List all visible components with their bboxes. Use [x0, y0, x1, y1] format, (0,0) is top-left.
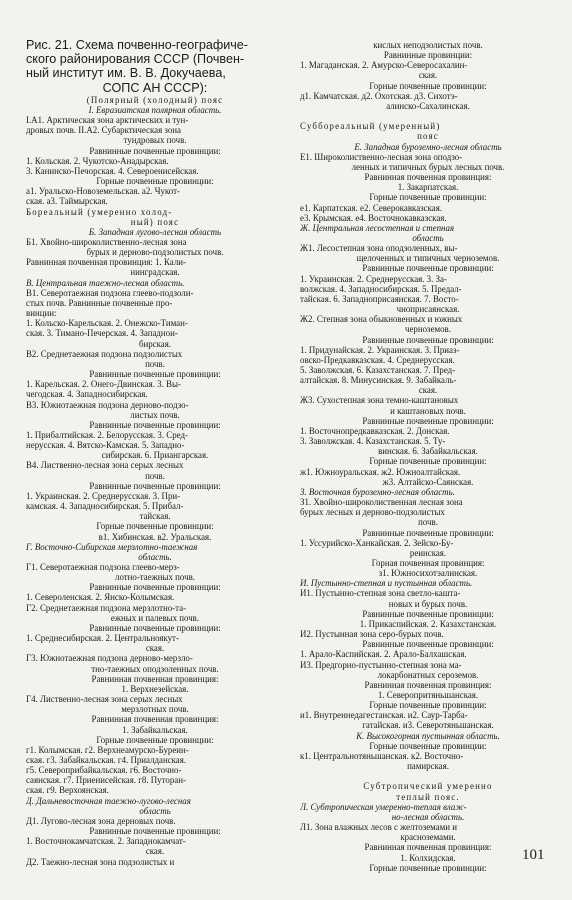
right-column-line: Равнинная почвенная провинция: — [364, 679, 492, 690]
right-column-line: но-лесная область. — [391, 811, 465, 822]
left-column-line: 1. Кольская. 2. Чукотско-Анадырская. — [26, 155, 169, 166]
left-column-line: СОПС АН СССР): — [102, 80, 208, 95]
right-column-line: алинско-Сахалинская. — [386, 100, 470, 111]
left-column-line: Равнинные почвенные провинции: — [89, 145, 221, 156]
left-column-line: Равнинные почвенные провинции: — [89, 369, 221, 380]
left-column-line: бурых и дерново-подзолистых почв. — [86, 247, 224, 258]
left-column-line: дровых почв. II.A2. Субарктическая зона — [26, 125, 181, 136]
left-column-line: 1. Кольско-Карельская. 2. Онежско-Тиман- — [26, 318, 188, 329]
left-column-line: Г. Восточно-Сибирская мерзлотно-таежная — [26, 541, 198, 552]
right-column-line: винская. 6. Забайкальская. — [378, 446, 478, 457]
left-column-line: Бореальный (умеренно холод- — [26, 206, 173, 217]
left-column-line: Равнинная почвенная провинция: — [91, 673, 219, 684]
right-column-line: Горные почвенные провинции: — [369, 456, 487, 467]
right-column-line: 1. Северопритяньшанская. — [377, 690, 479, 700]
right-column-line: Ж2. Степная зона обыкновенных и южных — [300, 314, 463, 325]
right-column-line: 1. Украинская. 2. Среднерусская. 3. За- — [300, 273, 447, 284]
left-column-line: ская. a3. Таймырская. — [26, 196, 108, 207]
left-column-line: Г3. Южнотаежная подзона дерново-мерзло- — [26, 653, 193, 664]
right-column-line: К. Высокогорная пустынная область. — [356, 730, 500, 741]
right-column-line: Л1. Зона влажных лесов с желтоземами и — [300, 822, 458, 833]
left-column-line: тайская. — [139, 511, 171, 522]
left-column-line: ный институт им. В. В. Докучаева, — [26, 66, 226, 81]
left-column-line: листых почв. — [130, 409, 180, 420]
right-column-line: ж3. Алтайско-Саянская. — [382, 476, 474, 487]
right-column-line: Горная почвенная провинция: — [371, 557, 485, 568]
left-column-line: В4. Лиственно-лесная зона серых лесных — [26, 460, 184, 471]
right-column-line: овско-Предкавказская. 4. Среднерусская. — [300, 354, 455, 365]
left-column-line: Горные почвенные провинции: — [96, 521, 214, 532]
left-column-line: В2. Среднетаежная подзона подзолистых — [26, 348, 183, 359]
right-column-line: Равнинные провинции: — [383, 50, 473, 61]
right-column-line: е1. Карпатская. е2. Северокавказская. — [300, 202, 443, 213]
right-column-line: пояс — [417, 131, 439, 142]
left-column-line: нинградская. — [130, 267, 180, 278]
right-column-line: ская. — [418, 385, 438, 396]
left-column-line: чегодская. 4. Западносибирская. — [26, 389, 148, 400]
right-column-line: 1. Колхидская. — [400, 852, 456, 863]
right-column-line: И. Пустынно-степная и пустынная область. — [300, 578, 473, 589]
left-column-line: ского районирования СССР (Почвен- — [26, 52, 245, 67]
right-column-line: Равнинные почвенные провинции: — [362, 334, 494, 345]
right-column-line — [300, 771, 556, 781]
left-column-line: Равнинные почвенные провинции: — [89, 622, 221, 633]
right-column-line: 5. Заволжская. 6. Казахстанская. 7. Пред- — [300, 365, 456, 375]
left-column-line: ская. — [145, 846, 165, 857]
right-column-line: 3. Заволжская. 4. Казахстанская. 5. Ту- — [300, 436, 446, 447]
left-column-line: 1. Восточнокамчатская. 2. Западнокамчат- — [26, 836, 186, 847]
right-column-line: ская. — [418, 70, 438, 81]
left-column-line: 1. Североленская. 2. Янско-Колымская. — [26, 592, 175, 603]
right-column-line: кислых неподзолистых почв. — [373, 40, 483, 50]
right-column-line: 1. Придунайская. 2. Украинская. 3. Приаз- — [300, 344, 460, 355]
left-column-line: Г1. Северотаежная подзона глеево-мерз- — [26, 562, 180, 572]
right-column-line: з1. Южносихотэалинская. — [378, 568, 478, 579]
right-column-line: бурых лесных и дерново-подзолистых — [300, 507, 445, 518]
left-column-line: Равнинные почвенные провинции: — [89, 419, 221, 430]
left-column-line: В1. Северотаежная подзона глеево-подзоли- — [26, 287, 194, 298]
left-column-line: ская. г9. Верхоянская. — [26, 785, 109, 796]
left-column-line: ежных и палевых почв. — [110, 612, 200, 623]
left-column-line: тундровых почв. — [123, 135, 187, 146]
right-column-line: Равнинные почвенные провинции: — [362, 415, 494, 426]
right-column-line: и1. Внутреннедагестанская. и2. Саур-Тарба- — [300, 710, 468, 721]
left-column-line: 1. Прибалтийская. 2. Белорусская. 3. Сред- — [26, 429, 188, 440]
left-column-line: I. Евразиатская полярная область. — [88, 104, 222, 115]
right-column-line: черноземов. — [405, 324, 451, 335]
right-column-line: волжская. 4. Западносибирская. 5. Предал- — [300, 283, 462, 294]
right-column-line: тайская. 6. Западноприсаянская. 7. Восто- — [300, 293, 459, 304]
left-column-line: В. Центральная таежно-лесная область. — [26, 277, 185, 288]
right-column-line: Л. Субтропическая умеренно-теплая влаж- — [300, 801, 467, 812]
right-column-line: область — [412, 232, 444, 243]
left-column-line: Горные почвенные провинции: — [96, 734, 214, 745]
left-column-line: Б1. Хвойно-широколиственно-лесная зона — [26, 237, 187, 247]
left-column-line: нерусская. 4. Вятско-Камская. 5. Западно- — [26, 440, 185, 451]
left-column-line: почв. — [145, 470, 165, 481]
left-column-line: I.A1. Арктическая зона арктических и тун- — [26, 115, 189, 126]
right-column-line: Равнинная почвенная провинция: — [364, 172, 492, 183]
right-column-line: ленных и типичных бурых лесных почв. — [351, 161, 505, 172]
right-column-line: ж1. Южноуральская. ж2. Южноалтайская. — [300, 466, 461, 477]
left-column-line: Рис. 21. Схема почвенно-географиче- — [26, 38, 249, 52]
left-column-line: В3. Южнотаежная подзона дерново-подзо- — [26, 399, 189, 410]
right-column-line: Е. Западная буроземно-лесная область — [354, 141, 502, 152]
page-number: 101 — [522, 847, 545, 863]
right-column-line: Суббореальный (умеренный) — [300, 121, 441, 132]
right-column-line: 1. Закарпатская. — [397, 182, 459, 193]
left-column-line: г1. Колымская. г2. Верхнеамурско-Буреин- — [26, 744, 189, 755]
right-column-line: З1. Хвойно-широколиственная лесная зона — [300, 497, 463, 508]
right-column-line: Субтропический умеренно — [363, 781, 493, 792]
left-column-line: 1. Украинская. 2. Среднерусская. 3. При- — [26, 490, 181, 501]
left-column-line: тно-таежных оподзоленных почв. — [91, 663, 219, 674]
right-column-line: Горные почвенные провинции: — [369, 862, 487, 873]
right-column-line: И1. Пустынно-степная зона светло-кашта- — [300, 588, 461, 599]
right-column-line: Горные почвенные провинции: — [369, 192, 487, 203]
left-column-line: Г4. Лиственно-лесная зона серых лесных — [26, 694, 183, 705]
left-column-line: 3. Канинско-Печорская. 4. Североенисейская. — [26, 165, 199, 176]
right-column-line: 1. Прикаспийская. 2. Казахстанская. — [359, 618, 497, 629]
right-column-line: Горные почвенные провинции: — [369, 740, 487, 751]
right-column-line: гатайская. и3. Северотяньшанская. — [362, 720, 494, 731]
left-column-line: почв. — [145, 358, 165, 369]
right-column-line: 1. Восточнопредкавказская. 2. Донская. — [300, 425, 450, 436]
left-column-line: ская. — [145, 643, 165, 654]
left-column-line: (Полярный (холодный) пояс — [86, 94, 224, 105]
left-column-line: сибирская. 6. Приангарская. — [101, 450, 209, 461]
left-column-line: ская. г3. Забайкальская. г4. Приалданская. — [26, 754, 187, 765]
left-column-line: Д2. Таежно-лесная зона подзолистых и — [26, 856, 175, 867]
right-column-line: 1. Уссурийско-Ханкайская. 2. Зейско-Бу- — [300, 537, 454, 548]
left-column-line: винции: — [26, 308, 57, 319]
right-column-line: Е1. Широколиственно-лесная зона оподзо- — [300, 151, 463, 162]
left-column-line: 1. Забайкальская. — [122, 724, 188, 735]
left-column-line: ный) пояс — [130, 216, 180, 227]
left-column-line: область — [139, 805, 171, 816]
left-column-line: Д. Дальневосточная таежно-лугово-лесная — [26, 795, 191, 806]
right-column-line: Ж3. Сухостепная зона темно-каштановых — [300, 395, 459, 406]
right-column-line: И3. Предгорно-пустынно-степная зона ма- — [300, 659, 462, 670]
left-column-line: Равнинная почвенная провинция: 1. Кали- — [26, 257, 186, 268]
right-column-line: памирская. — [407, 761, 449, 772]
left-column-line: область. — [138, 551, 172, 562]
left-column-line: Равнинные почвенные провинции: — [89, 480, 221, 491]
left-column-line: Горные почвенные провинции: — [96, 176, 214, 187]
right-column-line: Равнинные почвенные провинции: — [362, 263, 494, 274]
right-column-line: щелоченных и типичных черноземов. — [356, 253, 500, 264]
right-column-line: Равнинная почвенная провинция: — [364, 842, 492, 853]
left-column — [26, 38, 284, 867]
right-column-line: И2. Пустынная зона серо-бурых почв. — [300, 629, 444, 640]
right-column-line: е3. Крымская. е4. Восточнокавказская. — [300, 212, 447, 223]
left-column-line: ская. 3. Тимано-Печерская. 4. Западнои- — [26, 328, 178, 339]
left-column-line: мерзлотных почв. — [121, 704, 189, 715]
right-column-line: красноземами. — [400, 832, 456, 843]
right-column-line: Равнинные почвенные провинции: — [362, 527, 494, 538]
right-column-line: почв. — [418, 517, 438, 528]
right-column-line: 1. Арало-Каспийская. 2. Арало-Балхашская. — [300, 649, 467, 660]
right-column-line: реинская. — [409, 547, 447, 558]
right-column-line: Горные почвенные провинции: — [369, 80, 487, 91]
left-column-line: Равнинная почвенная провинция: — [91, 714, 219, 725]
right-column-line: новых и бурых почв. — [388, 598, 468, 609]
right-column-line: теплый пояс. — [396, 791, 460, 802]
left-column-line: 1. Среднесибирская. 2. Центральноякут- — [26, 633, 179, 644]
left-column-line: Б. Западная лугово-лесная область — [88, 226, 222, 237]
right-column-line: и каштановых почв. — [390, 405, 466, 416]
left-column-line: г5. Североприбайкальская. г6. Восточно- — [26, 765, 182, 776]
right-column-line: 1. Магаданская. 2. Амурско-Северосахалин- — [300, 60, 468, 71]
left-column-line: в1. Хибинская. в2. Уральская. — [98, 531, 212, 542]
right-column-line: локарбонатных сероземов. — [377, 669, 479, 680]
left-column-line: Равнинные почвенные провинции: — [89, 582, 221, 593]
right-column-line: д1. Камчатская. д2. Охотская. д3. Сихотэ- — [300, 90, 458, 101]
left-column-line: 1. Карельская. 2. Онего-Двинская. 3. Вы- — [26, 379, 181, 390]
right-column-line — [300, 111, 556, 121]
left-column-line: саянская. г7. Приенисейская. г8. Путоран- — [26, 775, 186, 786]
right-column-line: Ж1. Лесостепная зона оподзоленных, вы- — [300, 243, 458, 254]
right-column-line: алтайская. 8. Минусинская. 9. Забайкаль- — [300, 375, 457, 386]
right-column-line: Горные почвенные провинции: — [369, 700, 487, 711]
left-column-line: Г2. Среднетаежная подзона мерзлотно-та- — [26, 602, 186, 613]
right-column-line: З. Восточная буроземно-лесная область. — [300, 486, 455, 497]
right-column-line: Ж. Центральная лесостепная и степная — [300, 222, 455, 233]
left-column-line: a1. Уральско-Новоземельская. a2. Чукот- — [26, 186, 180, 197]
left-column-line: камская. 4. Западносибирская. 5. Прибал- — [26, 501, 184, 512]
left-column-line: стых почв. Равнинные почвенные про- — [26, 297, 173, 308]
right-column-line: к1. Центральнотяньшанская. к2. Восточно- — [300, 750, 464, 761]
left-column-line: Равнинные почвенные провинции: — [89, 826, 221, 837]
left-column-line: лотно-таежных почв. — [115, 572, 195, 583]
right-column — [300, 40, 556, 873]
left-column-line: бирская. — [138, 338, 172, 349]
left-column-line: Д1. Лугово-лесная зона дерновых почв. — [26, 815, 176, 826]
right-column-line: Равнинные почвенные провинции: — [362, 639, 494, 650]
right-column-line: чноприсаянская. — [396, 304, 460, 315]
left-column-line: 1. Верхнезейская. — [121, 683, 189, 694]
right-column-line: Равнинные почвенные провинции: — [362, 608, 494, 619]
